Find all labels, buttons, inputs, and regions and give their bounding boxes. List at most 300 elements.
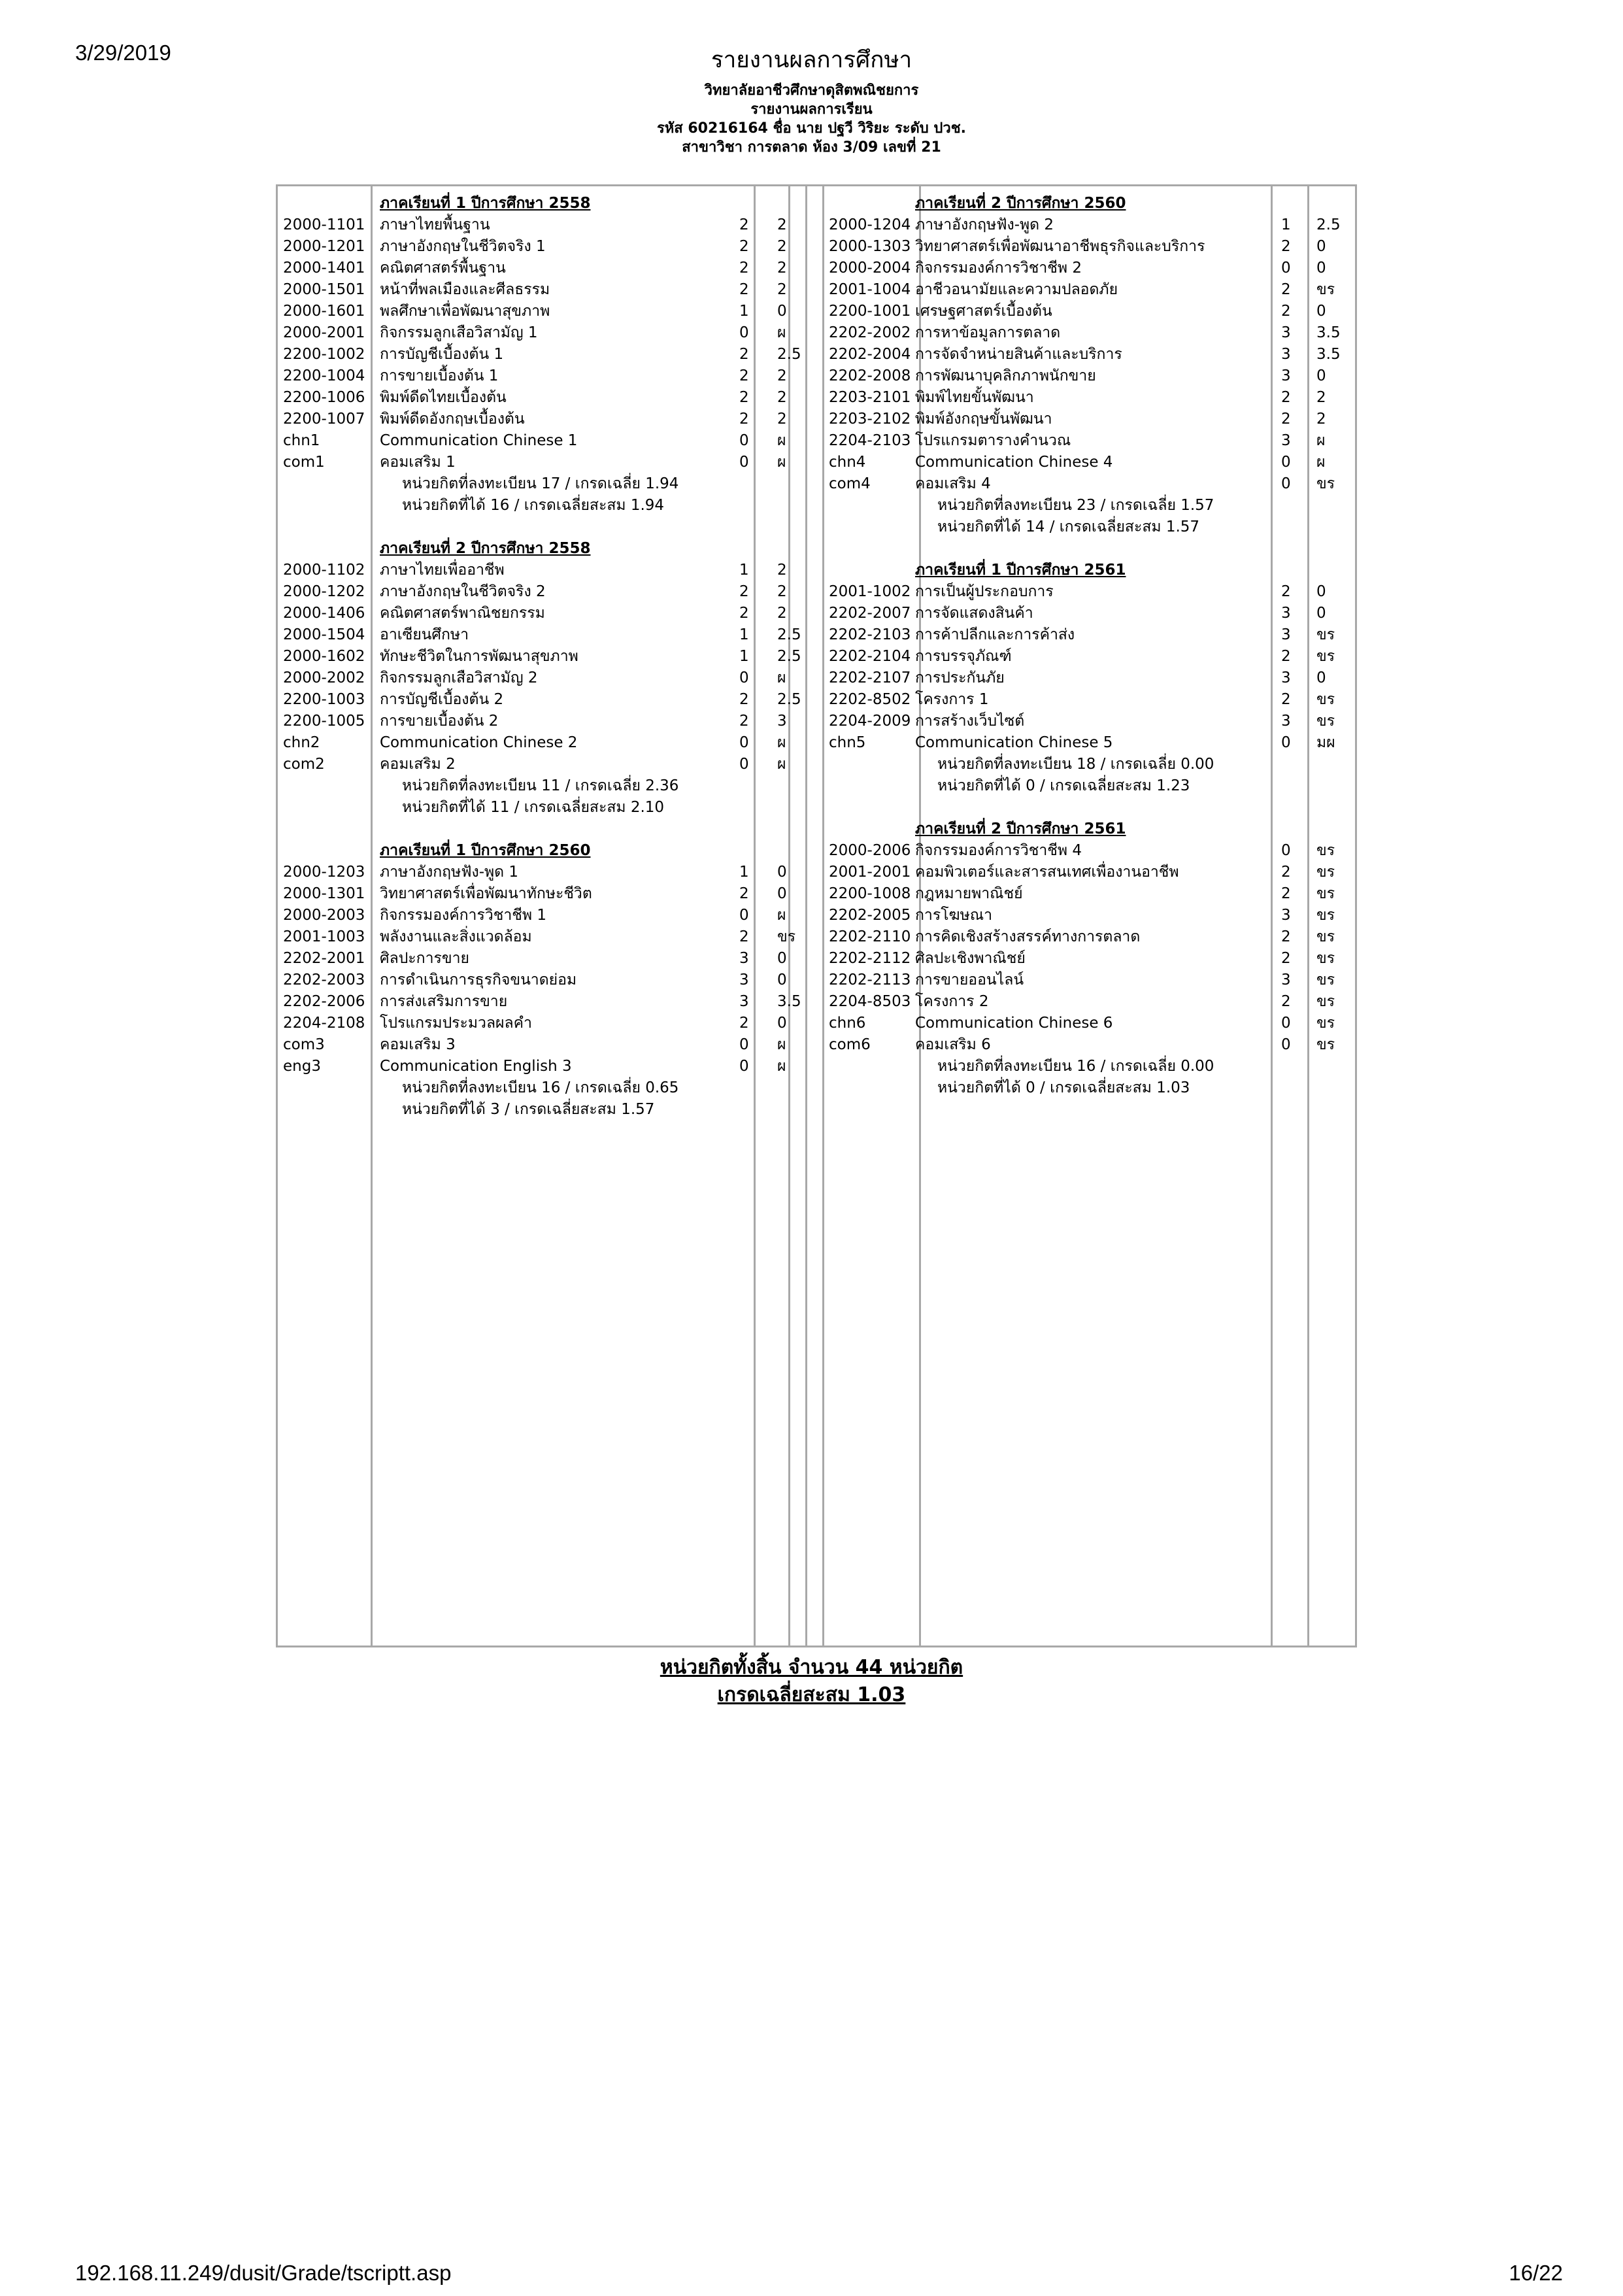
- college-name: วิทยาลัยอาชีวศึกษาดุสิตพณิชยการ: [704, 82, 919, 99]
- course-row: [824, 689, 1353, 711]
- course-credit: 2: [1281, 281, 1291, 298]
- course-grade: ผ: [777, 324, 786, 341]
- course-row: [278, 862, 801, 883]
- course-name: พลังงานและสิ่งแวดล้อม: [380, 928, 532, 945]
- course-name: การคิดเชิงสร้างสรรค์ทางการตลาด: [915, 928, 1141, 945]
- course-name: การขายเบื้องต้น 1: [380, 367, 499, 384]
- course-grade: ขร: [1316, 993, 1335, 1010]
- course-grade: ผ: [777, 1036, 786, 1053]
- course-grade: ขร: [1316, 885, 1335, 902]
- semester-summary: [824, 1077, 1353, 1099]
- course-name: ศิลปะการขาย: [380, 950, 469, 967]
- course-credit: 1: [739, 626, 749, 643]
- course-code: 2200-1003: [283, 691, 365, 708]
- course-credit: 3: [1281, 971, 1291, 988]
- course-grade: 2: [777, 562, 787, 579]
- course-credit: 0: [739, 454, 749, 471]
- course-grade: ขร: [1316, 971, 1335, 988]
- semester-summary: [824, 1056, 1353, 1077]
- course-code: 2204-2108: [283, 1015, 365, 1032]
- course-code: 2000-1602: [283, 648, 365, 665]
- course-row: [824, 279, 1353, 301]
- course-code: com3: [283, 1036, 325, 1053]
- course-code: 2202-2001: [283, 950, 365, 967]
- course-name: การจัดแสดงสินค้า: [915, 605, 1033, 622]
- course-grade: ขร: [1316, 691, 1335, 708]
- course-name: ภาษาไทยพื้นฐาน: [380, 216, 490, 233]
- student-id-line: รหัส 60216164 ชื่อ นาย ปฐวี วิริยะ ระดับ ปวช.: [656, 120, 967, 137]
- course-credit: 2: [1281, 864, 1291, 881]
- course-code: 2202-2003: [283, 971, 365, 988]
- course-grade: ขร: [1316, 281, 1335, 298]
- semester-title-text: ภาคเรียนที่ 2 ปีการศึกษา 2558: [380, 540, 591, 557]
- course-name: โครงการ 1: [915, 691, 989, 708]
- course-credit: 2: [1281, 583, 1291, 600]
- course-credit: 0: [1281, 475, 1291, 492]
- report-name: รายงานผลการเรียน: [750, 101, 873, 118]
- course-row: [824, 214, 1353, 236]
- course-credit: 0: [1281, 1036, 1291, 1053]
- course-credit: 3: [1281, 432, 1291, 449]
- course-row: [824, 667, 1353, 689]
- course-row: [278, 322, 801, 344]
- course-name: พิมพ์อังกฤษขั้นพัฒนา: [915, 411, 1052, 428]
- course-code: eng3: [283, 1058, 321, 1075]
- course-credit: 0: [739, 432, 749, 449]
- course-name: วิทยาศาสตร์เพื่อพัฒนาทักษะชีวิต: [380, 885, 592, 902]
- course-grade: 3.5: [1316, 346, 1341, 363]
- semester-summary-registered: หน่วยกิตที่ลงทะเบียน 11 / เกรดเฉลี่ย 2.36: [402, 777, 679, 794]
- course-row: [278, 214, 801, 236]
- course-credit: 2: [739, 216, 749, 233]
- course-name: การบรรจุภัณฑ์: [915, 648, 1012, 665]
- course-name: คอมเสริม 3: [380, 1036, 456, 1053]
- cumulative-gpa: เกรดเฉลี่ยสะสม 1.03: [717, 1683, 906, 1706]
- course-name: ศิลปะเชิงพาณิชย์: [915, 950, 1026, 967]
- course-grade: 0: [1316, 260, 1326, 277]
- course-code: com4: [829, 475, 871, 492]
- course-row: [278, 560, 801, 581]
- course-name: การเป็นผู้ประกอบการ: [915, 583, 1054, 600]
- course-name: Communication Chinese 2: [380, 734, 578, 751]
- course-name: การหาข้อมูลการตลาด: [915, 324, 1061, 341]
- course-credit: 2: [739, 367, 749, 384]
- course-code: 2000-1303: [829, 238, 911, 255]
- course-grade: ขร: [1316, 626, 1335, 643]
- course-credit: 0: [739, 907, 749, 924]
- course-credit: 3: [1281, 367, 1291, 384]
- course-row: [824, 236, 1353, 258]
- course-row: [824, 926, 1353, 948]
- course-name: การจัดจำหน่ายสินค้าและบริการ: [915, 346, 1122, 363]
- course-grade: ขร: [1316, 1015, 1335, 1032]
- course-code: 2203-2101: [829, 389, 911, 406]
- course-code: 2202-8502: [829, 691, 911, 708]
- course-credit: 0: [1281, 734, 1291, 751]
- semester-title: [278, 193, 801, 214]
- course-grade: ขร: [1316, 842, 1335, 859]
- course-code: 2000-1401: [283, 260, 365, 277]
- semester-summary: [278, 775, 801, 797]
- course-grade: 3.5: [777, 993, 801, 1010]
- course-grade: 0: [1316, 238, 1326, 255]
- course-code: 2000-1203: [283, 864, 365, 881]
- semester-title-text: ภาคเรียนที่ 1 ปีการศึกษา 2561: [915, 562, 1126, 579]
- course-grade: 2: [777, 605, 787, 622]
- course-credit: 0: [739, 1036, 749, 1053]
- course-row: [824, 344, 1353, 365]
- course-name: Communication Chinese 4: [915, 454, 1113, 471]
- course-row: [824, 603, 1353, 624]
- course-name: การขายออนไลน์: [915, 971, 1024, 988]
- course-credit: 2: [739, 713, 749, 730]
- course-code: 2000-2003: [283, 907, 365, 924]
- course-grade: ผ: [1316, 454, 1326, 471]
- course-grade: 0: [1316, 605, 1326, 622]
- course-code: 2000-1201: [283, 238, 365, 255]
- course-code: 2000-1102: [283, 562, 365, 579]
- semester-summary-registered: หน่วยกิตที่ลงทะเบียน 17 / เกรดเฉลี่ย 1.94: [402, 475, 679, 492]
- course-code: 2000-1202: [283, 583, 365, 600]
- spacer-row: [824, 797, 1353, 819]
- course-credit: 0: [739, 324, 749, 341]
- course-code: 2000-2002: [283, 669, 365, 686]
- semester-summary-earned: หน่วยกิตที่ได้ 11 / เกรดเฉลี่ยสะสม 2.10: [402, 799, 665, 816]
- page-number: 16/22: [1509, 2261, 1563, 2285]
- course-grade: 0: [1316, 669, 1326, 686]
- course-name: ภาษาไทยเพื่ออาชีพ: [380, 562, 505, 579]
- course-credit: 2: [1281, 389, 1291, 406]
- course-name: กิจกรรมองค์การวิชาชีพ 1: [380, 907, 546, 924]
- course-name: การโฆษณา: [915, 907, 993, 924]
- course-row: [824, 905, 1353, 926]
- course-credit: 2: [739, 1015, 749, 1032]
- course-grade: 0: [1316, 367, 1326, 384]
- course-row: [278, 279, 801, 301]
- course-credit: 3: [1281, 605, 1291, 622]
- spacer-row: [278, 516, 801, 538]
- course-credit: 1: [739, 562, 749, 579]
- course-code: 2000-2001: [283, 324, 365, 341]
- course-credit: 2: [1281, 928, 1291, 945]
- course-code: 2000-2006: [829, 842, 911, 859]
- course-code: 2200-1001: [829, 303, 911, 320]
- course-grade: 0: [777, 885, 787, 902]
- course-credit: 0: [739, 734, 749, 751]
- course-name: คอมเสริม 6: [915, 1036, 991, 1053]
- course-code: 2200-1004: [283, 367, 365, 384]
- course-row: [278, 754, 801, 775]
- course-row: [824, 883, 1353, 905]
- course-code: 2202-2110: [829, 928, 911, 945]
- course-code: 2202-2007: [829, 605, 911, 622]
- semester-summary-registered: หน่วยกิตที่ลงทะเบียน 18 / เกรดเฉลี่ย 0.00: [937, 756, 1214, 773]
- semester-summary: [824, 754, 1353, 775]
- course-grade: 0: [777, 971, 787, 988]
- course-code: 2202-2113: [829, 971, 911, 988]
- semester-title-text: ภาคเรียนที่ 2 ปีการศึกษา 2560: [915, 195, 1126, 212]
- course-credit: 0: [739, 669, 749, 686]
- course-row: [824, 322, 1353, 344]
- course-grade: 0: [777, 303, 787, 320]
- course-credit: 1: [739, 864, 749, 881]
- course-name: การค้าปลีกและการค้าส่ง: [915, 626, 1075, 643]
- course-grade: ขร: [1316, 907, 1335, 924]
- semester-summary: [278, 495, 801, 516]
- course-grade: 2: [1316, 389, 1326, 406]
- course-grade: ผ: [777, 669, 786, 686]
- course-row: [278, 344, 801, 365]
- course-row: [824, 948, 1353, 970]
- course-name: Communication Chinese 5: [915, 734, 1113, 751]
- course-name: กิจกรรมองค์การวิชาชีพ 4: [915, 842, 1082, 859]
- course-name: ภาษาอังกฤษในชีวิตจริง 1: [380, 238, 546, 255]
- course-name: การขายเบื้องต้น 2: [380, 713, 499, 730]
- semester-summary-earned: หน่วยกิตที่ได้ 14 / เกรดเฉลี่ยสะสม 1.57: [937, 518, 1200, 535]
- left-column: [278, 193, 801, 1121]
- course-grade: ผ: [777, 756, 786, 773]
- course-credit: 1: [739, 303, 749, 320]
- semester-summary: [824, 775, 1353, 797]
- course-code: 2202-2107: [829, 669, 911, 686]
- course-grade: ผ: [777, 907, 786, 924]
- course-credit: 3: [739, 993, 749, 1010]
- course-grade: ขร: [1316, 1036, 1335, 1053]
- course-row: [824, 409, 1353, 430]
- course-row: [278, 1013, 801, 1034]
- course-name: กิจกรรมลูกเสือวิสามัญ 1: [380, 324, 538, 341]
- course-grade: 3.5: [1316, 324, 1341, 341]
- course-credit: 1: [739, 648, 749, 665]
- course-grade: ผ: [777, 1058, 786, 1075]
- course-grade: 2.5: [1316, 216, 1341, 233]
- course-grade: ขร: [1316, 713, 1335, 730]
- course-name: คณิตศาสตร์พื้นฐาน: [380, 260, 506, 277]
- course-name: การดำเนินการธุรกิจขนาดย่อม: [380, 971, 577, 988]
- course-credit: 2: [1281, 950, 1291, 967]
- course-grade: 0: [1316, 303, 1326, 320]
- course-code: 2000-1101: [283, 216, 365, 233]
- course-name: การส่งเสริมการขาย: [380, 993, 508, 1010]
- course-code: 2200-1002: [283, 346, 365, 363]
- course-credit: 2: [1281, 691, 1291, 708]
- course-row: [278, 409, 801, 430]
- course-name: พลศึกษาเพื่อพัฒนาสุขภาพ: [380, 303, 550, 320]
- course-code: com6: [829, 1036, 871, 1053]
- course-name: พิมพ์ไทยขั้นพัฒนา: [915, 389, 1034, 406]
- course-name: โครงการ 2: [915, 993, 989, 1010]
- course-grade: ผ: [777, 432, 786, 449]
- course-grade: ขร: [1316, 928, 1335, 945]
- course-grade: 2: [777, 238, 787, 255]
- course-grade: ขร: [1316, 475, 1335, 492]
- course-grade: 2: [777, 281, 787, 298]
- semester-title: [824, 193, 1353, 214]
- course-grade: ขร: [777, 928, 796, 945]
- print-date: 3/29/2019: [75, 41, 171, 65]
- course-code: 2000-1204: [829, 216, 911, 233]
- semester-title: [824, 560, 1353, 581]
- course-grade: ผ: [1316, 432, 1326, 449]
- course-code: 2000-1504: [283, 626, 365, 643]
- course-name: การสร้างเว็บไซต์: [915, 713, 1025, 730]
- course-code: 2200-1005: [283, 713, 365, 730]
- course-row: [824, 365, 1353, 387]
- course-grade: 2.5: [777, 648, 801, 665]
- course-name: อาชีวอนามัยและความปลอดภัย: [915, 281, 1118, 298]
- course-row: [278, 387, 801, 409]
- course-row: [278, 258, 801, 279]
- course-grade: 2: [777, 411, 787, 428]
- course-row: [278, 624, 801, 646]
- course-name: การบัญชีเบื้องต้น 1: [380, 346, 504, 363]
- course-name: การบัญชีเบื้องต้น 2: [380, 691, 504, 708]
- course-credit: 2: [739, 605, 749, 622]
- course-row: [824, 840, 1353, 862]
- course-row: [824, 387, 1353, 409]
- semester-summary-registered: หน่วยกิตที่ลงทะเบียน 16 / เกรดเฉลี่ย 0.65: [402, 1079, 679, 1096]
- course-credit: 0: [1281, 842, 1291, 859]
- course-credit: 2: [739, 928, 749, 945]
- course-grade: 2: [777, 389, 787, 406]
- course-grade: 2.5: [777, 691, 801, 708]
- course-grade: 2.5: [777, 346, 801, 363]
- course-row: [278, 905, 801, 926]
- course-grade: มผ: [1316, 734, 1335, 751]
- course-code: chn6: [829, 1015, 866, 1032]
- course-grade: 0: [1316, 583, 1326, 600]
- course-code: 2203-2102: [829, 411, 911, 428]
- semester-summary: [278, 473, 801, 495]
- course-credit: 2: [739, 346, 749, 363]
- course-credit: 3: [1281, 669, 1291, 686]
- course-row: [278, 646, 801, 667]
- course-row: [278, 970, 801, 991]
- page-url: 192.168.11.249/dusit/Grade/tscriptt.asp: [75, 2261, 452, 2285]
- semester-title: [824, 819, 1353, 840]
- transcript-totals: [0, 1654, 1623, 1709]
- course-name: การพัฒนาบุคลิกภาพนักขาย: [915, 367, 1096, 384]
- course-row: [824, 301, 1353, 322]
- course-code: 2200-1007: [283, 411, 365, 428]
- course-row: [824, 862, 1353, 883]
- semester-summary: [278, 1099, 801, 1121]
- course-grade: ผ: [777, 454, 786, 471]
- course-code: 2000-1501: [283, 281, 365, 298]
- right-column: [824, 193, 1353, 1099]
- semester-summary-registered: หน่วยกิตที่ลงทะเบียน 16 / เกรดเฉลี่ย 0.00: [937, 1058, 1214, 1075]
- course-code: 2202-2008: [829, 367, 911, 384]
- course-credit: 0: [1281, 1015, 1291, 1032]
- course-code: 2200-1008: [829, 885, 911, 902]
- course-grade: 0: [777, 1015, 787, 1032]
- course-code: 2001-1002: [829, 583, 911, 600]
- course-credit: 3: [1281, 324, 1291, 341]
- course-grade: 3: [777, 713, 787, 730]
- course-row: [278, 581, 801, 603]
- course-grade: 2: [777, 216, 787, 233]
- course-code: 2000-1406: [283, 605, 365, 622]
- course-name: Communication Chinese 1: [380, 432, 578, 449]
- course-code: chn2: [283, 734, 320, 751]
- course-code: 2202-2006: [283, 993, 365, 1010]
- course-row: [278, 365, 801, 387]
- semester-title-text: ภาคเรียนที่ 2 ปีการศึกษา 2561: [915, 820, 1126, 837]
- course-credit: 3: [1281, 346, 1291, 363]
- semester-summary: [278, 1077, 801, 1099]
- course-code: 2200-1006: [283, 389, 365, 406]
- course-credit: 2: [739, 238, 749, 255]
- course-credit: 3: [739, 971, 749, 988]
- course-code: 2001-2001: [829, 864, 911, 881]
- course-credit: 0: [739, 1058, 749, 1075]
- course-row: [824, 473, 1353, 495]
- course-row: [278, 667, 801, 689]
- course-row: [278, 430, 801, 452]
- course-row: [278, 948, 801, 970]
- course-code: 2001-1003: [283, 928, 365, 945]
- course-grade: 2: [777, 367, 787, 384]
- course-row: [278, 689, 801, 711]
- course-credit: 1: [1281, 216, 1291, 233]
- course-credit: 2: [1281, 885, 1291, 902]
- course-row: [278, 452, 801, 473]
- course-row: [824, 732, 1353, 754]
- course-grade: ขร: [1316, 950, 1335, 967]
- course-name: อาเซียนศึกษา: [380, 626, 469, 643]
- course-row: [824, 1034, 1353, 1056]
- student-info: [0, 81, 1623, 157]
- course-row: [824, 646, 1353, 667]
- course-name: คอมเสริม 2: [380, 756, 456, 773]
- spacer-row: [278, 819, 801, 840]
- course-name: คณิตศาสตร์พาณิชยกรรม: [380, 605, 545, 622]
- course-credit: 2: [1281, 648, 1291, 665]
- course-name: คอมเสริม 1: [380, 454, 456, 471]
- course-name: คอมเสริม 4: [915, 475, 991, 492]
- course-credit: 2: [1281, 238, 1291, 255]
- course-credit: 3: [739, 950, 749, 967]
- course-credit: 3: [1281, 713, 1291, 730]
- course-credit: 2: [739, 260, 749, 277]
- semester-summary-earned: หน่วยกิตที่ได้ 3 / เกรดเฉลี่ยสะสม 1.57: [402, 1101, 655, 1118]
- course-code: 2202-2112: [829, 950, 911, 967]
- course-grade: ผ: [777, 734, 786, 751]
- course-row: [824, 430, 1353, 452]
- course-name: พิมพ์ดีดไทยเบื้องต้น: [380, 389, 507, 406]
- semester-summary: [278, 797, 801, 819]
- course-grade: ขร: [1316, 864, 1335, 881]
- course-code: 2202-2103: [829, 626, 911, 643]
- course-row: [824, 624, 1353, 646]
- page-title: รายงานผลการศึกษา: [711, 47, 912, 73]
- course-code: 2204-8503: [829, 993, 911, 1010]
- course-name: หน้าที่พลเมืองและศีลธรรม: [380, 281, 550, 298]
- course-credit: 2: [739, 389, 749, 406]
- course-name: วิทยาศาสตร์เพื่อพัฒนาอาชีพธุรกิจและบริการ: [915, 238, 1205, 255]
- course-code: 2202-2004: [829, 346, 911, 363]
- semester-summary-earned: หน่วยกิตที่ได้ 16 / เกรดเฉลี่ยสะสม 1.94: [402, 497, 665, 514]
- course-name: ภาษาอังกฤษฟัง-พูด 2: [915, 216, 1054, 233]
- course-grade: 2: [1316, 411, 1326, 428]
- course-row: [278, 603, 801, 624]
- course-row: [824, 970, 1353, 991]
- student-major-line: สาขาวิชา การตลาด ห้อง 3/09 เลขที่ 21: [682, 139, 941, 156]
- course-code: 2204-2103: [829, 432, 911, 449]
- course-row: [278, 883, 801, 905]
- spacer-row: [824, 538, 1353, 560]
- course-row: [278, 732, 801, 754]
